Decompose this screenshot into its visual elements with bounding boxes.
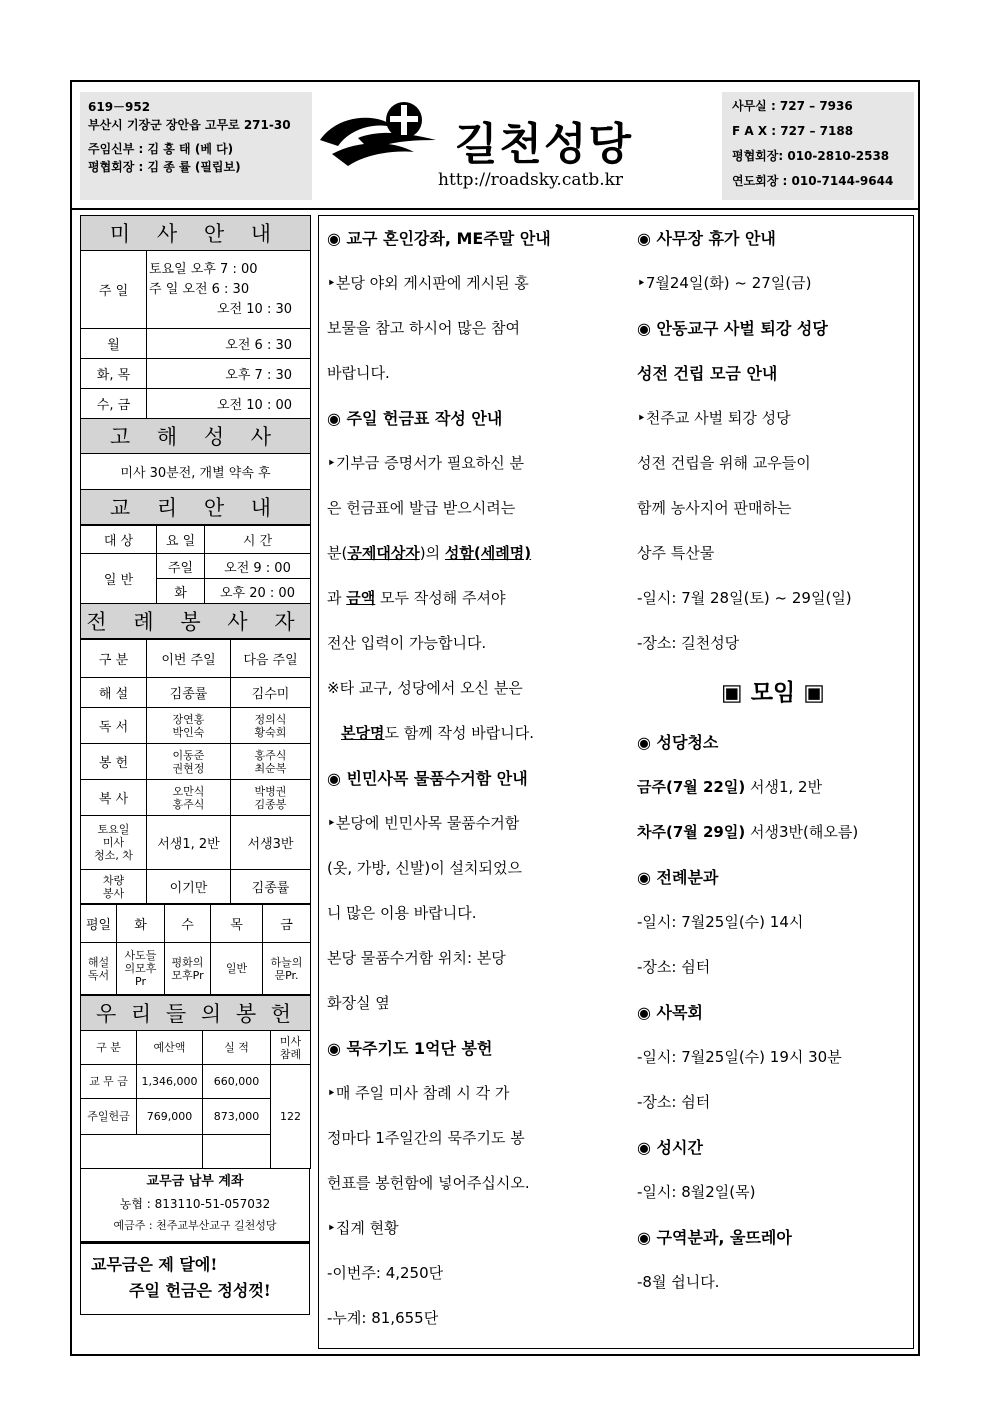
offering-empty (203, 1135, 271, 1169)
mass-attendance: 122 (271, 1065, 311, 1169)
section-title: 성전 건립 모금 안내 (637, 364, 778, 383)
text-line: ‣집계 현황 (327, 1219, 399, 1237)
doctrine-time: 오후 20 : 00 (205, 579, 311, 604)
meeting-heading: ▣ 모임 ▣ (721, 680, 825, 706)
council-phone: 평협회장: 010-2810-2538 (732, 149, 890, 163)
header-divider (70, 208, 920, 210)
mass-time: 오전 10 : 00 (147, 389, 311, 419)
office-phone: 사무실 : 727 – 7936 (732, 99, 853, 113)
text-line: -장소: 쉼터 (637, 958, 711, 976)
section-title: ◉ 교구 혼인강좌, ME주말 안내 (327, 229, 551, 248)
account-holder: 예금주 : 천주교부산교구 길천성당 (113, 1219, 277, 1232)
offering-header: 구 분 (81, 1031, 137, 1065)
weekday-value: 평화의 모후Pr (165, 943, 211, 995)
section-title: ◉ 주일 헌금표 작성 안내 (327, 409, 503, 428)
offering-header: 예산액 (137, 1031, 203, 1065)
text-line: ‣매 주일 미사 참례 시 각 가 (327, 1084, 510, 1102)
left-panel (80, 215, 310, 1315)
text-part: 과 (327, 589, 347, 607)
server-next: 박병권 김종봉 (231, 780, 311, 816)
text-line: -장소: 쉼터 (637, 1093, 711, 1111)
offering-label: 교 무 금 (81, 1065, 137, 1099)
doctrine-time: 오전 9 : 00 (205, 554, 311, 579)
offering-table (80, 995, 311, 1169)
account-info (80, 1169, 310, 1242)
offering-title: 우 리 들 의 봉 헌 (81, 996, 311, 1031)
server-role: 독 서 (81, 708, 147, 744)
server-next: 김수미 (231, 678, 311, 708)
text-line: ‣천주교 사벌 퇴강 성당 (637, 409, 791, 427)
text-line: ‣기부금 증명서가 필요하신 분 (327, 454, 525, 472)
emphasis: 금주(7월 22일) (637, 778, 746, 796)
sunday-label: 주 일 (81, 251, 147, 329)
address: 부산시 기장군 장안읍 고무로 271-30 (88, 118, 291, 132)
text-line: -누계: 81,655단 (327, 1309, 439, 1327)
server-this: 장연홍 박인숙 (147, 708, 231, 744)
text-line: 헌표를 봉헌함에 넣어주십시오. (327, 1174, 530, 1192)
weekday-value: 사도들 의모후 Pr (117, 943, 165, 995)
church-info (80, 92, 312, 200)
server-next: 정의식 황숙희 (231, 708, 311, 744)
mass-day: 수, 금 (81, 389, 147, 419)
weekday-value: 일반 (211, 943, 263, 995)
mass-day: 화, 목 (81, 359, 147, 389)
section-title: ◉ 성시간 (637, 1138, 703, 1157)
text-line: -8월 쉽니다. (637, 1273, 720, 1291)
servers-header: 다음 주일 (231, 640, 311, 678)
section-title: ◉ 구역분과, 울뜨레아 (637, 1228, 792, 1247)
weekday-header: 목 (211, 905, 263, 943)
server-role: 봉 헌 (81, 744, 147, 780)
servers-table (80, 639, 311, 904)
text-line: 바랍니다. (327, 364, 390, 382)
text-line: 상주 특산물 (637, 544, 715, 562)
council-president: 평협회장 : 김 종 률 (필립보) (88, 160, 241, 174)
slogan-line: 주일 헌금은 정성껏! (129, 1281, 271, 1300)
doctrine-day: 주일 (157, 554, 205, 579)
church-name: 길천성당 (455, 119, 634, 170)
servers-title: 전 례 봉 사 자 (81, 604, 311, 639)
text-line: 니 많은 이용 바랍니다. (327, 904, 477, 922)
offering-header: 미사 참례 (271, 1031, 311, 1065)
emphasis: 성함(세례명) (444, 544, 532, 562)
server-next: 서생3반 (231, 816, 311, 870)
church-logo-icon (318, 94, 438, 170)
text-line: -이번주: 4,250단 (327, 1264, 444, 1282)
mass-title: 미 사 안 내 (81, 216, 311, 251)
server-this: 김종률 (147, 678, 231, 708)
text-line (637, 810, 909, 855)
offering-budget: 1,346,000 (137, 1065, 203, 1099)
server-next: 김종률 (231, 870, 311, 904)
server-role: 차량 봉사 (81, 870, 147, 904)
text-part: 서생1, 2반 (745, 778, 823, 796)
text-part: 분( (327, 544, 348, 562)
text-line: -일시: 7월25일(수) 14시 (637, 913, 804, 931)
server-role: 복 사 (81, 780, 147, 816)
server-role: 토요일 미사 청소, 차 (81, 816, 147, 870)
doctrine-header: 대 상 (81, 526, 157, 554)
text-line: 함께 농사지어 판매하는 (637, 499, 792, 517)
mass-table (80, 215, 311, 525)
server-role: 해 설 (81, 678, 147, 708)
text-line: ‣7월24일(화) ~ 27일(금) (637, 274, 812, 292)
weekday-role: 해설 독서 (81, 943, 117, 995)
confession-text: 미사 30분전, 개별 약속 후 (81, 454, 311, 490)
text-line (637, 765, 909, 810)
doctrine-title: 교 리 안 내 (81, 490, 311, 525)
text-line (327, 576, 613, 621)
youth-phone: 연도회장 : 010-7144-9644 (732, 174, 894, 188)
text-line: 전산 입력이 가능합니다. (327, 634, 487, 652)
section-title: ◉ 묵주기도 1억단 봉헌 (327, 1039, 493, 1058)
doctrine-group: 일 반 (81, 554, 157, 604)
emphasis: 차주(7월 29일) (637, 823, 746, 841)
doctrine-header: 요 일 (157, 526, 205, 554)
server-this: 서생1, 2반 (147, 816, 231, 870)
weekday-header: 금 (263, 905, 311, 943)
text-part: 모두 작성해 주셔야 (375, 589, 506, 607)
offering-actual: 873,000 (203, 1099, 271, 1135)
offering-label: 주일헌금 (81, 1099, 137, 1135)
weekday-value: 하늘의 문Pr. (263, 943, 311, 995)
doctrine-day: 화 (157, 579, 205, 604)
offering-empty (81, 1135, 203, 1169)
offering-header: 실 적 (203, 1031, 271, 1065)
fax-number: F A X : 727 – 7188 (732, 124, 854, 138)
slogan-box (80, 1242, 310, 1315)
saturday-mass: 토요일 오후 7 : 00 (149, 261, 258, 277)
account-number: 농협 : 813110-51-057032 (119, 1197, 271, 1211)
server-this: 오만식 홍주식 (147, 780, 231, 816)
servers-header: 이번 주일 (147, 640, 231, 678)
text-line (327, 531, 613, 576)
text-line (327, 711, 613, 756)
postal-code: 619－952 (88, 100, 151, 114)
section-title: ◉ 성당청소 (637, 733, 719, 752)
main-content (318, 215, 914, 1349)
text-line: 은 헌금표에 발급 받으시려는 (327, 499, 516, 517)
section-title: ◉ 전례분과 (637, 868, 719, 887)
slogan-line: 교무금은 제 달에! (91, 1255, 218, 1274)
text-part: )의 (419, 544, 445, 562)
weekday-table (80, 904, 311, 995)
confession-title: 고 해 성 사 (81, 419, 311, 454)
emphasis: 금액 (346, 589, 376, 607)
text-line: -장소: 길천성당 (637, 634, 740, 652)
column-1 (327, 216, 613, 1341)
mass-time: 오전 6 : 30 (147, 329, 311, 359)
sunday-mass-1: 주 일 오전 6 : 30 (149, 281, 250, 297)
emphasis: 본당명 (341, 724, 385, 742)
doctrine-table (80, 525, 311, 639)
weekday-header: 화 (117, 905, 165, 943)
sunday-mass-2: 오전 10 : 30 (217, 301, 293, 317)
text-line: (옷, 가방, 신발)이 설치되었으 (327, 859, 522, 877)
contact-info (722, 92, 914, 200)
section-title: ◉ 안동교구 사벌 퇴강 성당 (637, 319, 828, 338)
section-title: ◉ 사무장 휴가 안내 (637, 229, 776, 248)
server-next: 홍주식 최순복 (231, 744, 311, 780)
emphasis: 공제대상자 (347, 544, 420, 562)
text-line: ‣본당에 빈민사목 물품수거함 (327, 814, 520, 832)
server-this: 이동준 권현정 (147, 744, 231, 780)
text-line: -일시: 8월2일(목) (637, 1183, 756, 1201)
doctrine-header: 시 간 (205, 526, 311, 554)
text-line: 본당 물품수거함 위치: 본당 (327, 949, 506, 967)
text-line: 보물을 참고 하시어 많은 참여 (327, 319, 520, 337)
servers-header: 구 분 (81, 640, 147, 678)
offering-actual: 660,000 (203, 1065, 271, 1099)
text-line: ※타 교구, 성당에서 오신 분은 (327, 679, 523, 697)
section-title: ◉ 빈민사목 물품수거함 안내 (327, 769, 528, 788)
column-2 (637, 216, 909, 1305)
account-title: 교무금 납부 계좌 (146, 1174, 244, 1189)
text-part: 도 함께 작성 바랍니다. (384, 724, 534, 742)
section-title: ◉ 사목회 (637, 1003, 703, 1022)
text-line: -일시: 7월25일(수) 19시 30분 (637, 1048, 842, 1066)
text-line: 정마다 1주일간의 묵주기도 봉 (327, 1129, 525, 1147)
weekday-header: 수 (165, 905, 211, 943)
mass-time: 오후 7 : 30 (147, 359, 311, 389)
server-this: 이기만 (147, 870, 231, 904)
mass-day: 월 (81, 329, 147, 359)
text-part: 서생3반(해오름) (745, 823, 859, 841)
weekday-header: 평일 (81, 905, 117, 943)
pastor: 주임신부 : 김 홍 태 (베 다) (88, 142, 234, 156)
website-link[interactable]: http://roadsky.catb.kr (438, 170, 624, 190)
text-line: 성전 건립을 위해 교우들이 (637, 454, 811, 472)
text-line: ‣본당 야외 게시판에 게시된 홍 (327, 274, 529, 292)
text-line: 화장실 옆 (327, 994, 390, 1012)
text-line: -일시: 7월 28일(토) ~ 29일(일) (637, 589, 852, 607)
offering-budget: 769,000 (137, 1099, 203, 1135)
